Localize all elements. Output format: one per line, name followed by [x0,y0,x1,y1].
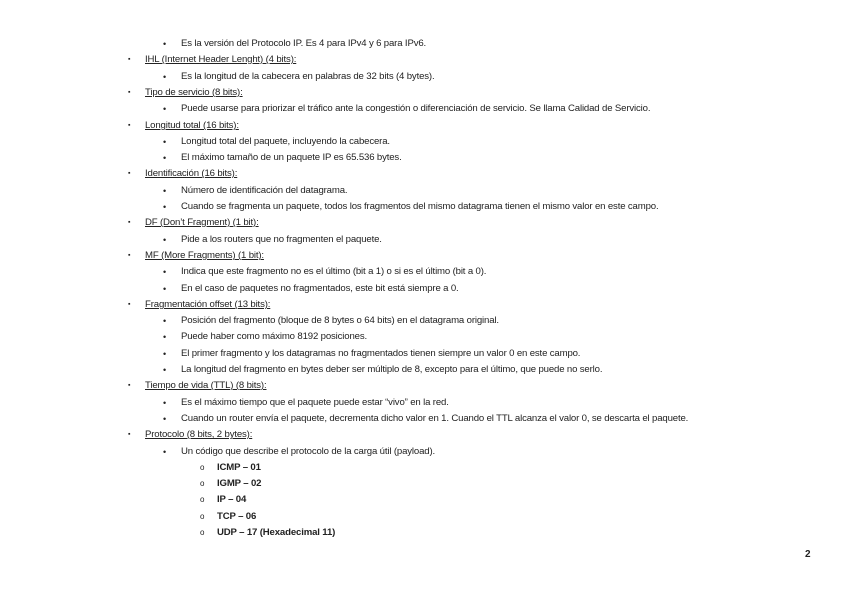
bullet-marker-level-1: ▪ [128,219,131,226]
field-description: Cuando un router envía el paquete, decrementa dicho valor en 1. Cuando el TTL alcanza el valor 0, se descarta el paquete. [181,413,689,424]
field-description: Puede usarse para priorizar el tráfico ante la congestión o diferenciación de servicio. Se llama Calidad de Servicio. [181,103,651,114]
protocol-code-item: TCP – 06 [217,511,257,522]
field-description: El máximo tamaño de un paquete IP es 65.536 bytes. [181,152,402,163]
bullet-marker-level-1: ▪ [128,170,131,177]
field-description: Un código que describe el protocolo de la carga útil (payload). [181,446,436,457]
protocol-code-item: IP – 04 [217,494,247,505]
bullet-marker-level-2: • [163,332,167,342]
bullet-marker-level-2: • [163,186,167,196]
bullet-marker-level-2: • [163,72,167,82]
field-description: Pide a los routers que no fragmenten el paquete. [181,234,382,245]
field-heading: Longitud total (16 bits): [145,120,239,131]
bullet-marker-level-2: • [163,349,167,359]
bullet-marker-level-2: • [163,414,167,424]
field-description: La longitud del fragmento en bytes deber ser múltiplo de 8, excepto para el último, que puede no serlo. [181,364,603,375]
protocol-code-item: ICMP – 01 [217,462,261,473]
page-number: 2 [805,549,811,560]
field-description: Es la versión del Protocolo IP. Es 4 para IPv4 y 6 para IPv6. [181,38,427,49]
bullet-marker-level-2: • [163,202,167,212]
field-description: Longitud total del paquete, incluyendo la cabecera. [181,136,390,147]
bullet-marker-level-1: ▪ [128,56,131,63]
bullet-marker-level-1: ▪ [128,89,131,96]
bullet-marker-level-2: • [163,398,167,408]
field-description: Posición del fragmento (bloque de 8 bytes o 64 bits) en el datagrama original. [181,315,499,326]
bullet-marker-level-2: • [163,137,167,147]
bullet-marker-level-2: • [163,365,167,375]
field-description: Es la longitud de la cabecera en palabras de 32 bits (4 bytes). [181,71,435,82]
field-description: Cuando se fragmenta un paquete, todos los fragmentos del mismo datagrama tienen el mismo valor en este campo. [181,201,659,212]
field-heading: MF (More Fragments) (1 bit): [145,250,264,261]
field-description: Número de identificación del datagrama. [181,185,348,196]
bullet-marker-level-2: • [163,316,167,326]
field-heading: Protocolo (8 bits, 2 bytes): [145,429,253,440]
bullet-marker-level-2: • [163,235,167,245]
field-description: El primer fragmento y los datagramas no fragmentados tienen siempre un valor 0 en este campo. [181,348,581,359]
field-heading: DF (Don’t Fragment) (1 bit): [145,217,259,228]
bullet-marker-level-3: o [200,495,205,504]
bullet-marker-level-2: • [163,39,167,49]
bullet-marker-level-1: ▪ [128,252,131,259]
bullet-marker-level-1: ▪ [128,382,131,389]
field-heading: Tipo de servicio (8 bits): [145,87,243,98]
bullet-marker-level-3: o [200,463,205,472]
field-heading: IHL (Internet Header Lenght) (4 bits): [145,54,297,65]
field-description: Indica que este fragmento no es el último (bit a 1) o si es el último (bit a 0). [181,266,487,277]
protocol-code-item: IGMP – 02 [217,478,262,489]
field-description: Puede haber como máximo 8192 posiciones. [181,331,367,342]
field-description: Es el máximo tiempo que el paquete puede estar “vivo” en la red. [181,397,449,408]
protocol-code-item: UDP – 17 (Hexadecimal 11) [217,527,336,538]
field-heading: Tiempo de vida (TTL) (8 bits): [145,380,267,391]
bullet-marker-level-2: • [163,267,167,277]
bullet-marker-level-3: o [200,528,205,537]
bullet-marker-level-2: • [163,284,167,294]
field-heading: Identificación (16 bits): [145,168,238,179]
field-heading: Fragmentación offset (13 bits): [145,299,271,310]
bullet-marker-level-1: ▪ [128,431,131,438]
field-description: En el caso de paquetes no fragmentados, este bit está siempre a 0. [181,283,459,294]
bullet-marker-level-2: • [163,153,167,163]
bullet-marker-level-1: ▪ [128,122,131,129]
bullet-marker-level-3: o [200,479,205,488]
bullet-marker-level-2: • [163,104,167,114]
bullet-marker-level-1: ▪ [128,301,131,308]
bullet-marker-level-2: • [163,447,167,457]
bullet-marker-level-3: o [200,512,205,521]
